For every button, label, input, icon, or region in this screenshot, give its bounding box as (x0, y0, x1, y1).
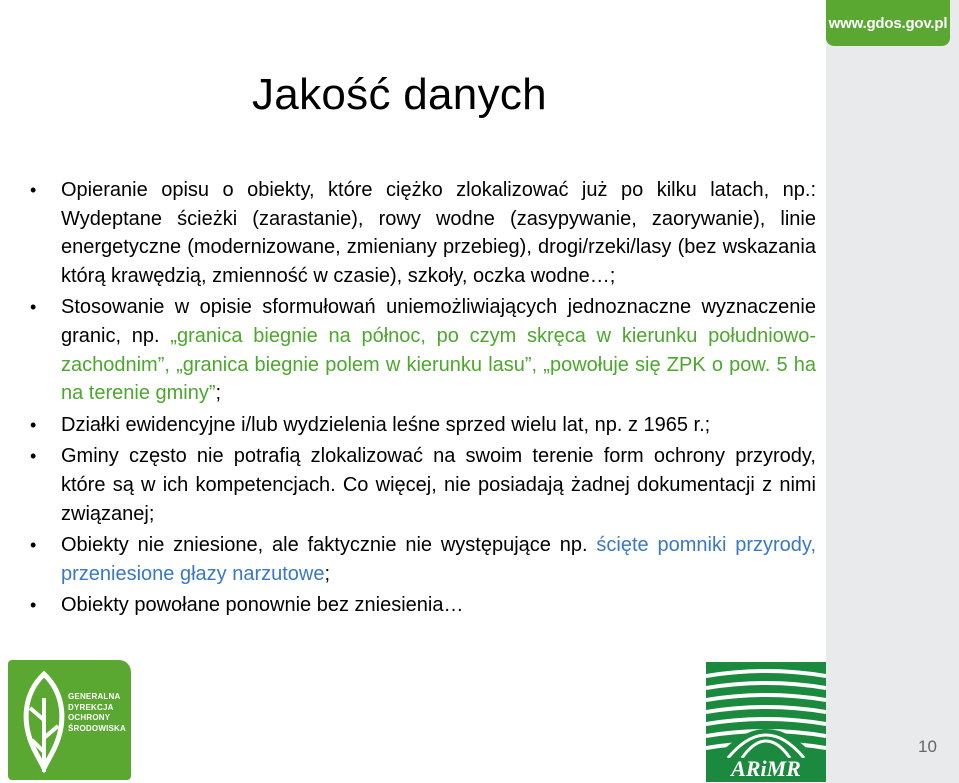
bullet-text: ; (215, 382, 222, 405)
gdos-logo-text (68, 692, 128, 734)
bullet-dot: • (30, 595, 37, 616)
bullet-dot: • (30, 180, 37, 200)
gdos-logo-line: ŚRODOWISKA (68, 723, 126, 733)
bullet-item (30, 176, 816, 290)
bullet-text: ścięte pomniki przyrody, przeniesione głazy narzutowe (61, 534, 816, 585)
gdos-logo-line: DYREKCJA (68, 702, 114, 712)
arimr-logo-text: ARiMR (731, 756, 801, 781)
bullet-text: Gminy często nie potrafią zlokalizować na swoim terenie form ochrony przyrody, które są w ich kompetencjach. Co więcej, nie posiadają żadnej dokumentacji z nimi związanej; (61, 445, 816, 525)
bullet-dot: • (30, 297, 37, 318)
slide-title: Jakość danych (252, 70, 547, 119)
leaf-icon (14, 668, 74, 778)
bullet-dot: • (30, 414, 37, 435)
bullet-text: Opieranie opisu o obiekty, które ciężko zlokalizować już po kilku latach, np.: Wydeptane ścieżki (zarastanie), rowy wodne (zasypywanie, zaorywanie), linie energetyczne (modernizowane, zmieniany przebieg), drogi/rzeki/lasy (bez wskazania którą krawędzią, zmienność w czasie), szkoły, oczka wodne…; (61, 179, 816, 287)
bullet-text: Stosowanie w opisie sformułowań uniemożliwiających jednoznaczne wyznaczenie granic, np. (61, 296, 816, 347)
right-band (826, 0, 959, 783)
bullet-text: ; (324, 562, 331, 585)
bullet-dot: • (30, 535, 37, 556)
bullet-item (30, 411, 816, 440)
field-stripes-icon (706, 662, 826, 758)
gdos-url-badge[interactable]: www.gdos.gov.pl (826, 0, 950, 46)
bullet-item (30, 531, 816, 588)
bullet-item (30, 442, 816, 528)
gdos-logo-line: OCHRONY (68, 713, 111, 722)
bullet-text: „granica biegnie na północ, po czym skręca w kierunku południowo-zachodnim”, „granica biegnie polem w kierunku lasu”, „powołuje się ZPK o pow. 5 ha na terenie gminy” (61, 324, 816, 405)
bullet-text: Działki ewidencyjne i/lub wydzielenia leśne sprzed wielu lat, np. z 1965 r.; (61, 413, 711, 436)
page-number: 10 (918, 737, 937, 756)
bullet-item (30, 293, 816, 407)
gdos-logo-line: GENERALNA (68, 692, 121, 701)
gdos-logo (8, 660, 131, 780)
bullet-item (30, 591, 816, 620)
bullet-text: Obiekty nie zniesione, ale faktycznie nie występujące np. (61, 534, 597, 557)
bullet-list (30, 176, 816, 623)
bullet-text: Obiekty powołane ponownie bez zniesienia… (61, 594, 464, 617)
bullet-dot: • (30, 446, 37, 467)
